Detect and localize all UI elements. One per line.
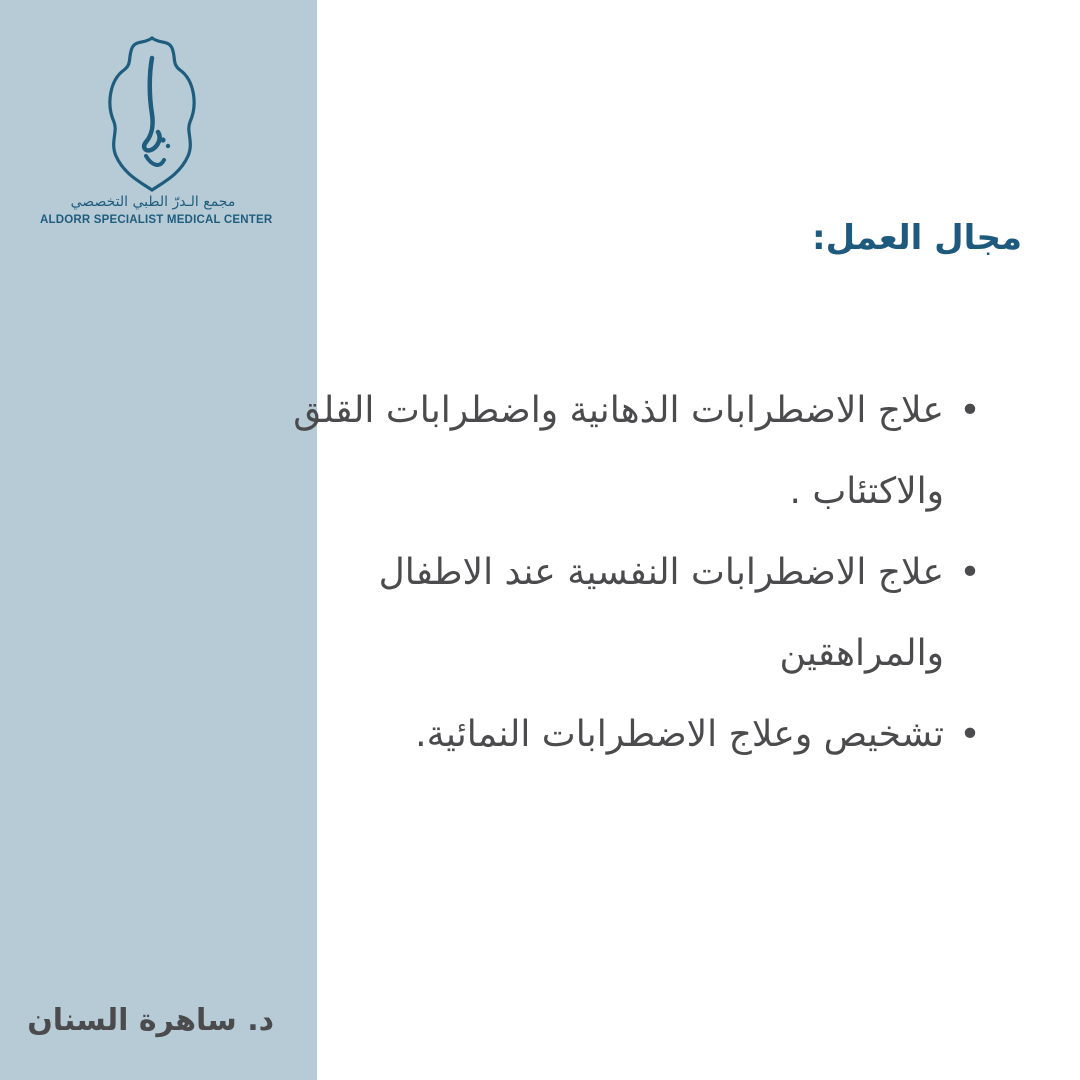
doctor-name: د. ساهرة السنان bbox=[27, 1003, 274, 1038]
bullet-icon: • bbox=[959, 390, 981, 431]
clinic-name-english: ALDORR SPECIALIST MEDICAL CENTER bbox=[40, 214, 273, 226]
bullet-icon: • bbox=[959, 714, 981, 755]
list-item bbox=[188, 694, 988, 775]
bullet-icon: • bbox=[959, 552, 981, 593]
list-item-line: علاج الاضطرابات النفسية عند الاطفال bbox=[378, 552, 944, 593]
list-item bbox=[188, 370, 988, 532]
list-item-line: والاكتئاب . bbox=[789, 471, 944, 512]
alef-calligraphy-icon bbox=[102, 34, 202, 194]
services-list bbox=[188, 370, 988, 775]
list-item-line: والمراهقين bbox=[779, 633, 944, 674]
list-item-line: علاج الاضطرابات الذهانية واضطرابات القلق bbox=[293, 390, 944, 431]
list-item bbox=[188, 532, 988, 694]
section-title: مجال العمل: bbox=[811, 218, 1022, 258]
clinic-logo bbox=[40, 30, 273, 240]
list-item-line: تشخيص وعلاج الاضطرابات النمائية. bbox=[415, 714, 944, 755]
clinic-name-arabic: مجمع الـدرّ الطبي التخصصي bbox=[70, 194, 236, 210]
